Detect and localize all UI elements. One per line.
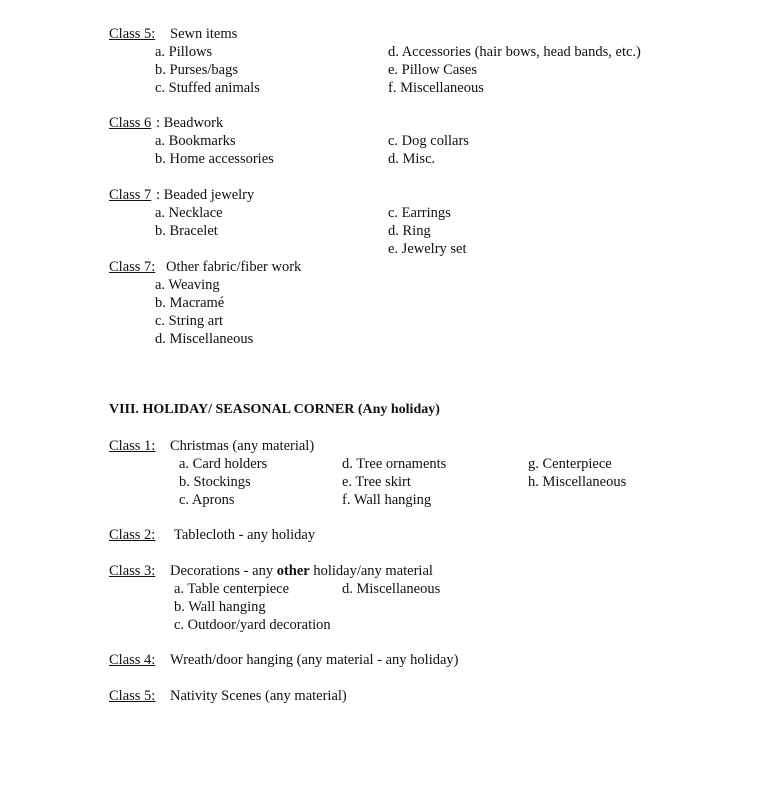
list-item: f. Wall hanging — [342, 492, 432, 508]
list-item: e. Pillow Cases — [388, 62, 478, 78]
list-item: b. Purses/bags — [155, 62, 238, 78]
class-title — [170, 562, 433, 580]
class-title: Wreath/door hanging (any material - any holiday) — [170, 652, 459, 668]
class-title: Christmas (any material) — [170, 438, 315, 454]
list-item: a. Table centerpiece — [174, 581, 290, 597]
list-item: c. String art — [155, 313, 224, 329]
list-item: d. Misc. — [388, 151, 436, 167]
list-item: a. Necklace — [155, 205, 223, 221]
list-item: d. Tree ornaments — [342, 456, 447, 472]
class-label: Class 3: — [109, 563, 156, 579]
list-item: a. Bookmarks — [155, 133, 236, 149]
list-item: e. Jewelry set — [388, 241, 467, 257]
list-item: b. Macramé — [155, 295, 225, 311]
list-item: c. Dog collars — [388, 133, 469, 149]
list-item: d. Accessories (hair bows, head bands, etc.) — [388, 44, 641, 60]
list-item: a. Pillows — [155, 44, 213, 60]
class-label: Class 4: — [109, 652, 156, 668]
list-item: e. Tree skirt — [342, 474, 411, 490]
class-title: : Beaded jewelry — [156, 187, 255, 203]
class-title: Other fabric/fiber work — [166, 259, 302, 275]
class-label: Class 1: — [109, 438, 156, 454]
class-title: Nativity Scenes (any material) — [170, 688, 347, 704]
list-item: c. Earrings — [388, 205, 451, 221]
class-title-emphasis: other — [276, 563, 310, 579]
list-item: f. Miscellaneous — [388, 80, 484, 96]
list-item: c. Outdoor/yard decoration — [174, 617, 331, 633]
list-item: h. Miscellaneous — [528, 474, 627, 490]
list-item: d. Miscellaneous — [342, 581, 441, 597]
class-title-text: holiday/any material — [309, 563, 433, 579]
list-item: b. Stockings — [179, 474, 251, 490]
list-item: b. Bracelet — [155, 223, 218, 239]
class-label: Class 2: — [109, 527, 156, 543]
list-item: b. Home accessories — [155, 151, 274, 167]
class-title: Tablecloth - any holiday — [174, 527, 316, 543]
list-item: c. Aprons — [179, 492, 235, 508]
list-item: a. Weaving — [155, 277, 220, 293]
class-label: Class 5: — [109, 26, 156, 42]
list-item: b. Wall hanging — [174, 599, 266, 615]
class-label: Class 5: — [109, 688, 156, 704]
class-label: Class 7: — [109, 259, 156, 275]
list-item: g. Centerpiece — [528, 456, 612, 472]
class-title-text: Decorations - any — [170, 563, 277, 579]
class-title: : Beadwork — [156, 115, 224, 131]
list-item: c. Stuffed animals — [155, 80, 260, 96]
list-item: d. Miscellaneous — [155, 331, 254, 347]
class-label: Class 7 — [109, 187, 152, 203]
list-item: a. Card holders — [179, 456, 268, 472]
class-title: Sewn items — [170, 26, 238, 42]
list-item: d. Ring — [388, 223, 431, 239]
class-label: Class 6 — [109, 115, 152, 131]
section-heading: VIII. HOLIDAY/ SEASONAL CORNER (Any holiday) — [109, 402, 440, 417]
